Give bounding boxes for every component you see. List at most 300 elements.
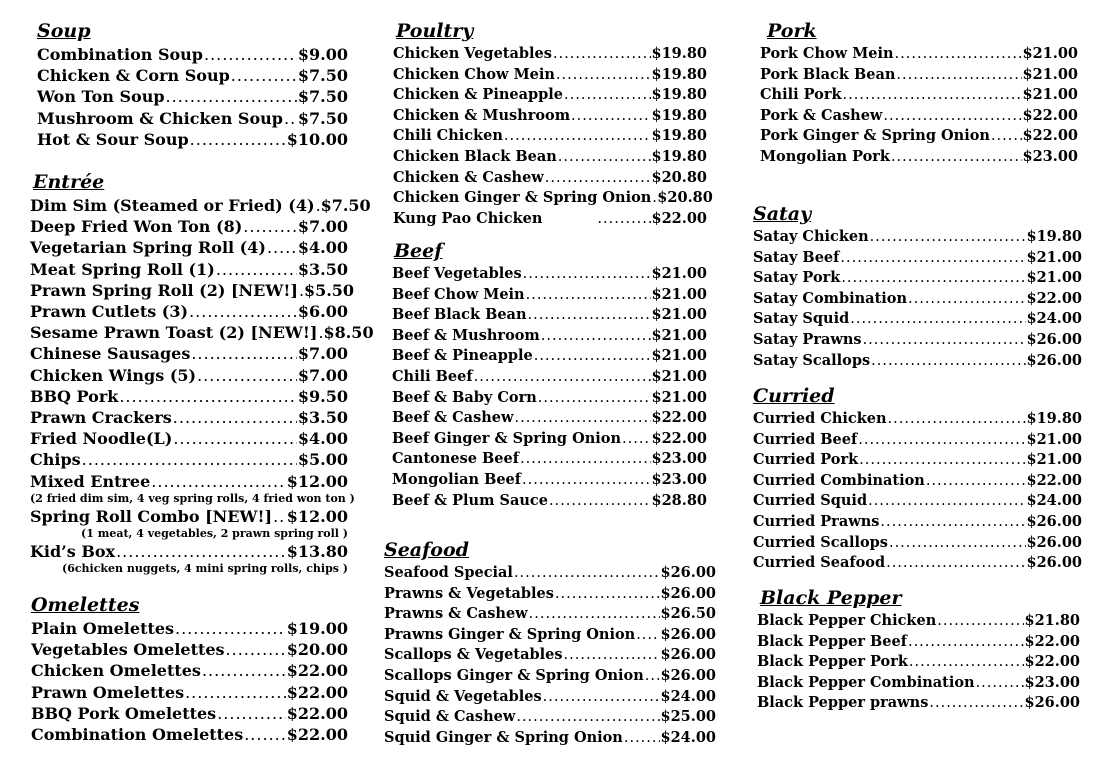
leader-dots [273, 506, 286, 527]
item-price: $21.00 [651, 367, 707, 385]
item-name: Curried Scallops [753, 533, 888, 551]
menu-item [393, 65, 707, 86]
menu-item [384, 563, 716, 584]
menu-item [30, 541, 348, 562]
item-name: Satay Beef [753, 248, 840, 266]
menu-item [753, 491, 1082, 512]
item-name: Chips [30, 450, 81, 470]
menu-item [753, 512, 1082, 533]
menu-item [37, 108, 348, 129]
item-price: $19.80 [651, 127, 707, 145]
menu-item [760, 85, 1078, 106]
item-name: Pork Black Bean [760, 65, 896, 83]
item-price: $26.00 [660, 564, 716, 581]
item-name: Beef & Baby Corn [392, 388, 537, 406]
leader-dots [217, 703, 286, 724]
leader-dots [528, 306, 651, 326]
leader-dots [534, 347, 651, 367]
item-price: $7.50 [297, 66, 348, 86]
leader-dots [166, 86, 297, 107]
menu-item [30, 428, 348, 449]
leader-dots [189, 301, 297, 322]
item-price: $26.00 [1024, 694, 1080, 712]
menu-item [384, 728, 716, 749]
item-price: $3.50 [297, 408, 348, 428]
leader-dots [555, 585, 660, 605]
item-name: Chinese Sausages [30, 344, 191, 364]
section-satay [753, 203, 1082, 371]
item-price: $6.00 [297, 302, 348, 322]
item-note: (2 fried dim sim, 4 veg spring rolls, 4 fried won ton ) [30, 491, 355, 505]
item-price: $26.00 [1026, 351, 1082, 369]
item-name: Fried Noodle(L) [30, 429, 173, 449]
menu-item [384, 604, 716, 625]
item-name: Combination Soup [37, 45, 203, 64]
item-price: $21.00 [651, 285, 707, 303]
menu-item [753, 471, 1082, 492]
item-name: Satay Scallops [753, 351, 871, 369]
leader-dots [645, 667, 660, 687]
item-price: $22.00 [651, 429, 707, 447]
item-price: $12.00 [286, 471, 348, 491]
leader-dots [880, 513, 1025, 533]
leader-dots [538, 389, 651, 409]
item-name: Prawns & Cashew [384, 605, 528, 623]
menu-item [30, 195, 371, 216]
section-black-pepper [757, 587, 1080, 714]
item-name: Beef & Cashew [392, 409, 514, 427]
menu-item [392, 449, 707, 470]
leader-dots [564, 86, 650, 106]
item-name: Black Pepper Chicken [757, 612, 937, 629]
item-name: Satay Squid [753, 310, 850, 328]
item-price: $19.80 [651, 65, 707, 83]
item-price: $21.00 [651, 306, 707, 324]
menu-item [31, 660, 348, 681]
item-name: Beef Ginger & Spring Onion [392, 429, 621, 447]
menu-item [30, 449, 348, 470]
item-price: $20.80 [651, 168, 707, 186]
item-name: Beef & Pineapple [392, 347, 533, 365]
item-name: Mongolian Beef [392, 470, 522, 488]
leader-dots [541, 327, 651, 347]
menu-item [757, 693, 1080, 714]
leader-dots [908, 290, 1026, 310]
menu-item [753, 351, 1082, 372]
menu-item [392, 388, 707, 409]
item-name: Pork & Cashew [760, 106, 883, 124]
leader-dots [526, 286, 651, 306]
section-curried [753, 385, 1082, 574]
leader-dots [191, 343, 297, 364]
item-price: $20.00 [286, 640, 348, 660]
menu-item [757, 632, 1080, 653]
leader-dots [545, 169, 651, 189]
item-price: $7.50 [297, 87, 348, 107]
leader-dots [868, 492, 1025, 512]
item-price: $21.00 [1026, 248, 1082, 266]
menu-item [30, 216, 348, 237]
item-name: Beef & Plum Sauce [392, 491, 548, 509]
leader-dots [173, 428, 297, 449]
menu-item [757, 673, 1080, 694]
item-price: $9.50 [297, 386, 348, 406]
menu-item [392, 429, 707, 450]
menu-item [753, 430, 1082, 451]
section-title-entree: Entrée [33, 171, 105, 193]
section-title-soup: Soup [37, 20, 91, 42]
leader-dots [284, 108, 297, 129]
menu-item [753, 227, 1082, 248]
item-name: Chicken & Mushroom [393, 106, 571, 124]
section-title-seafood: Seafood [384, 539, 469, 561]
item-name: Sesame Prawn Toast (2) [NEW!] [30, 323, 318, 343]
item-name: Chicken Ginger & Spring Onion [393, 189, 652, 207]
item-name: Kid’s Box [30, 542, 116, 562]
leader-dots [883, 107, 1021, 127]
leader-dots [929, 694, 1023, 714]
section-soup [37, 20, 348, 150]
menu-item [37, 86, 348, 107]
item-price: $25.00 [660, 708, 716, 726]
leader-dots [841, 269, 1025, 289]
menu-item [393, 168, 707, 189]
item-price: $21.00 [1026, 430, 1082, 448]
item-price: $5.00 [297, 450, 348, 470]
item-name: Curried Chicken [753, 410, 887, 427]
leader-dots [840, 249, 1025, 269]
item-name: Scallops Ginger & Spring Onion [384, 666, 644, 684]
item-price: $23.00 [651, 450, 707, 468]
section-title-curried: Curried [753, 385, 835, 407]
menu-item [392, 285, 707, 306]
section-title-poultry: Poultry [396, 20, 474, 42]
section-title-satay: Satay [753, 203, 812, 225]
item-price: $21.80 [1024, 612, 1080, 629]
item-price: $22.00 [1022, 127, 1078, 145]
item-name: Vegetables Omelettes [31, 640, 225, 660]
item-price: $21.00 [1022, 86, 1078, 104]
item-price: $7.50 [297, 108, 348, 128]
item-name: Deep Fried Won Ton (8) [30, 217, 243, 237]
section-title-black-pepper: Black Pepper [760, 587, 902, 609]
menu-item [31, 682, 348, 703]
leader-dots [522, 471, 650, 491]
item-price: $24.00 [660, 728, 716, 746]
item-price: $26.00 [660, 646, 716, 664]
leader-dots [895, 45, 1022, 65]
menu-item [393, 209, 707, 230]
item-price: $10.00 [286, 129, 348, 149]
item-name: Black Pepper Pork [757, 653, 908, 671]
leader-dots [976, 674, 1024, 694]
leader-dots [870, 228, 1026, 248]
leader-dots [896, 66, 1021, 86]
leader-dots [523, 265, 651, 285]
item-price: $26.00 [1026, 512, 1082, 530]
leader-dots [197, 365, 297, 386]
section-entree [30, 171, 374, 576]
leader-dots [843, 86, 1022, 106]
item-name: Satay Prawns [753, 330, 862, 348]
menu-item [393, 44, 707, 65]
item-name: Prawns & Vegetables [384, 584, 554, 602]
item-price: $21.00 [651, 388, 707, 406]
item-name: Chicken Black Bean [393, 147, 557, 165]
item-price: $26.00 [660, 625, 716, 643]
item-price: $22.00 [651, 209, 707, 227]
item-note: (6chicken nuggets, 4 mini spring rolls, chips ) [61, 562, 348, 576]
menu-item [392, 326, 707, 347]
leader-dots [909, 653, 1024, 673]
item-name: Prawns Ginger & Spring Onion [384, 625, 636, 643]
item-price: $19.80 [651, 45, 707, 62]
leader-dots [318, 322, 322, 343]
item-name: Chicken Vegetables [393, 45, 552, 62]
item-name: Black Pepper Combination [757, 673, 975, 691]
item-price: $5.50 [303, 280, 355, 300]
item-price: $22.00 [286, 725, 348, 745]
menu-item [31, 618, 348, 639]
item-price: $7.00 [297, 344, 348, 364]
item-price: $7.00 [297, 217, 348, 237]
leader-dots [597, 210, 650, 230]
leader-dots [244, 724, 286, 745]
item-name: Combination Omelettes [31, 725, 244, 745]
leader-dots [504, 127, 651, 147]
item-price: $26.50 [660, 605, 716, 623]
item-name: BBQ Pork Omelettes [31, 703, 217, 723]
item-name: Black Pepper Beef [757, 632, 907, 650]
menu-item [393, 188, 713, 209]
item-name: Spring Roll Combo [NEW!] [30, 506, 273, 526]
leader-dots [514, 564, 660, 584]
leader-dots [204, 44, 297, 65]
item-price: $19.80 [651, 147, 707, 165]
menu-item [393, 85, 707, 106]
item-price: $12.00 [286, 506, 348, 526]
menu-item [392, 408, 707, 429]
item-name: Beef & Mushroom [392, 326, 540, 344]
item-price: $7.00 [297, 365, 348, 385]
item-name: Won Ton Soup [37, 87, 165, 107]
menu-item [30, 259, 348, 280]
menu-item [31, 703, 348, 724]
item-name: Satay Chicken [753, 228, 869, 245]
item-name: Curried Seafood [753, 554, 886, 572]
section-title-omelettes: Omelettes [31, 594, 140, 616]
item-name: Squid Ginger & Spring Onion [384, 728, 623, 746]
leader-dots [316, 195, 320, 216]
menu-item [30, 322, 374, 343]
menu-item [753, 330, 1082, 351]
menu-item [760, 126, 1078, 147]
item-name: Mongolian Pork [760, 147, 890, 165]
menu-item [384, 687, 716, 708]
leader-dots [549, 492, 651, 512]
leader-dots [514, 409, 650, 429]
menu-item [30, 471, 348, 492]
menu-item [393, 106, 707, 127]
item-price: $19.80 [651, 106, 707, 124]
item-name: Black Pepper prawns [757, 694, 929, 712]
menu-item [31, 639, 348, 660]
leader-dots [520, 450, 651, 470]
leader-dots [185, 682, 286, 703]
menu-item [30, 365, 348, 386]
item-price: $21.00 [651, 326, 707, 344]
leader-dots [116, 541, 286, 562]
menu-item [753, 248, 1082, 269]
item-price: $21.00 [1022, 45, 1078, 62]
menu-item [384, 625, 716, 646]
item-name: BBQ Pork [30, 386, 119, 406]
leader-dots [908, 633, 1024, 653]
item-name: Curried Prawns [753, 512, 880, 530]
item-name: Beef Chow Mein [392, 285, 525, 303]
item-name: Squid & Vegetables [384, 687, 542, 705]
item-name: Pork Chow Mein [760, 45, 894, 62]
item-price: $7.50 [320, 196, 371, 215]
leader-dots [173, 407, 297, 428]
leader-dots [926, 472, 1026, 492]
menu-item [31, 724, 348, 745]
leader-dots [190, 129, 286, 150]
item-price: $21.00 [1026, 451, 1082, 469]
menu-item [757, 611, 1080, 632]
section-omelettes [31, 594, 348, 745]
menu-item [37, 129, 348, 150]
item-price: $22.00 [1026, 471, 1082, 489]
leader-dots [564, 646, 660, 666]
leader-dots [516, 708, 659, 728]
item-price: $28.80 [651, 491, 707, 509]
item-price: $26.00 [660, 666, 716, 684]
item-name: Cantonese Beef [392, 450, 519, 468]
leader-dots [151, 471, 285, 492]
item-price: $19.80 [1026, 410, 1082, 427]
item-price: $24.00 [1026, 492, 1082, 510]
item-name: Prawn Cutlets (3) [30, 302, 189, 322]
menu-item [393, 126, 707, 147]
item-price: $26.00 [660, 584, 716, 602]
section-title-beef: Beef [394, 240, 443, 262]
item-price: $9.00 [297, 45, 348, 64]
menu-item [760, 106, 1078, 127]
item-name: Squid & Cashew [384, 708, 516, 726]
leader-dots [202, 660, 286, 681]
menu-item [393, 147, 707, 168]
item-name: Beef Vegetables [392, 265, 522, 282]
item-price: $22.00 [286, 682, 348, 702]
item-name: Satay Pork [753, 269, 841, 287]
item-price: $21.00 [1022, 65, 1078, 83]
menu-item [760, 147, 1078, 168]
menu-item [384, 584, 716, 605]
menu-item [760, 44, 1078, 65]
menu-item [37, 65, 348, 86]
leader-dots [553, 45, 651, 65]
leader-dots [622, 430, 651, 450]
item-price: $22.00 [651, 409, 707, 427]
item-price: $24.00 [1026, 310, 1082, 328]
leader-dots [543, 688, 660, 708]
menu-item [30, 301, 348, 322]
menu-item [753, 309, 1082, 330]
menu-item [753, 409, 1082, 430]
item-name: Chicken Wings (5) [30, 365, 197, 385]
menu-item [384, 666, 716, 687]
leader-dots [529, 605, 660, 625]
item-name: Chili Beef [392, 367, 473, 385]
item-price: $19.00 [286, 619, 348, 638]
item-price: $20.80 [657, 189, 713, 207]
item-price: $22.00 [286, 661, 348, 681]
item-price: $3.50 [297, 259, 348, 279]
leader-dots [558, 148, 651, 168]
item-price: $21.00 [651, 265, 707, 282]
item-name: Chicken & Corn Soup [37, 66, 230, 86]
item-name: Pork Ginger & Spring Onion [760, 127, 990, 145]
leader-dots [889, 534, 1026, 554]
menu-item [392, 491, 707, 512]
item-name: Seafood Special [384, 564, 513, 581]
item-name: Chicken Omelettes [31, 661, 201, 681]
item-price: $22.00 [1024, 632, 1080, 650]
item-price: $22.00 [286, 703, 348, 723]
leader-dots [991, 127, 1022, 147]
item-price: $22.00 [1024, 653, 1080, 671]
menu-item [30, 280, 355, 301]
menu-item [30, 386, 348, 407]
item-note: (1 meat, 4 vegetables, 2 prawn spring roll ) [81, 527, 348, 541]
item-name: Mixed Entree [30, 471, 151, 491]
item-name: Vegetarian Spring Roll (4) [30, 238, 266, 258]
item-name: Chicken Chow Mein [393, 65, 555, 83]
item-name: Meat Spring Roll (1) [30, 259, 215, 279]
menu-item [392, 346, 707, 367]
item-price: $26.00 [1026, 533, 1082, 551]
item-name: Chicken & Cashew [393, 168, 544, 186]
menu-item [392, 264, 707, 285]
menu-item [760, 65, 1078, 86]
leader-dots [571, 107, 650, 127]
leader-dots [299, 280, 303, 301]
menu-item [392, 305, 707, 326]
menu-item [757, 652, 1080, 673]
leader-dots [624, 729, 660, 749]
menu-item [30, 506, 348, 527]
item-name: Curried Combination [753, 471, 925, 489]
leader-dots [863, 331, 1026, 351]
item-name: Plain Omelettes [31, 619, 175, 638]
menu-item [753, 450, 1082, 471]
item-price: $19.80 [651, 86, 707, 104]
item-name: Kung Pao Chicken [393, 209, 543, 227]
menu-item [384, 707, 716, 728]
item-price: $21.00 [651, 347, 707, 365]
item-price: $4.00 [297, 238, 348, 258]
menu-item [753, 268, 1082, 289]
menu-item [753, 533, 1082, 554]
leader-dots [226, 639, 286, 660]
leader-dots [267, 237, 297, 258]
section-pork [760, 20, 1078, 168]
item-name: Scallops & Vegetables [384, 646, 563, 664]
item-price: $23.00 [1022, 147, 1078, 165]
menu-item [30, 407, 348, 428]
leader-dots [243, 216, 297, 237]
